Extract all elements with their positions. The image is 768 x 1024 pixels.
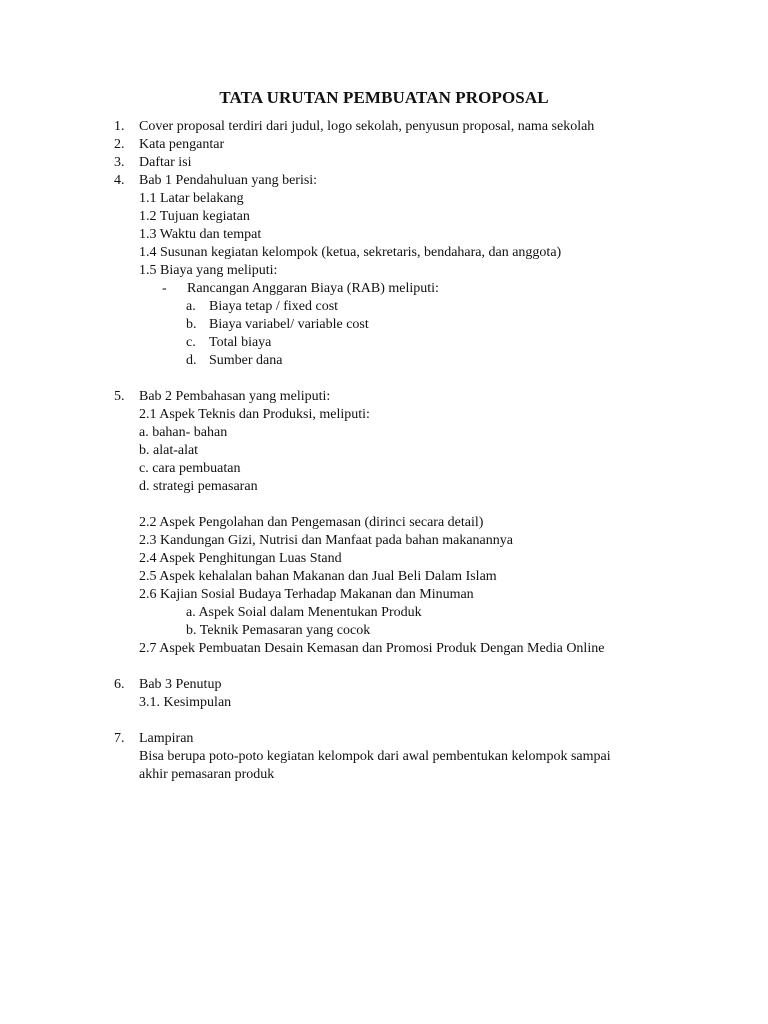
- list-letter: a.: [186, 299, 196, 314]
- paragraph-line: Bisa berupa poto-poto kegiatan kelompok dari awal pembentukan kelompok sampai: [139, 749, 611, 764]
- paragraph-line: akhir pemasaran produk: [139, 767, 275, 782]
- dash-bullet: -: [162, 281, 167, 296]
- list-item: Bab 3 Penutup: [139, 677, 222, 692]
- sub-item: a. Aspek Soial dalam Menentukan Produk: [186, 605, 422, 620]
- sub-item: 2.7 Aspek Pembuatan Desain Kemasan dan Promosi Produk Dengan Media Online: [139, 641, 605, 656]
- sub-item: 2.2 Aspek Pengolahan dan Pengemasan (dirinci secara detail): [139, 515, 484, 530]
- list-item: Lampiran: [139, 731, 194, 746]
- sub-item: 2.4 Aspek Penghitungan Luas Stand: [139, 551, 342, 566]
- list-item: Bab 1 Pendahuluan yang berisi:: [139, 173, 318, 188]
- sub-item: Total biaya: [209, 335, 272, 350]
- sub-item: 1.4 Susunan kegiatan kelompok (ketua, sekretaris, bendahara, dan anggota): [139, 245, 562, 260]
- sub-item: b. Teknik Pemasaran yang cocok: [186, 623, 371, 638]
- sub-item: 2.6 Kajian Sosial Budaya Terhadap Makanan dan Minuman: [139, 587, 474, 602]
- list-letter: d.: [186, 353, 197, 368]
- sub-item: 1.1 Latar belakang: [139, 191, 244, 206]
- list-item: Daftar isi: [139, 155, 192, 170]
- list-number: 3.: [114, 155, 125, 170]
- list-number: 5.: [114, 389, 125, 404]
- sub-item: d. strategi pemasaran: [139, 479, 258, 494]
- sub-item: b. alat-alat: [139, 443, 199, 458]
- sub-item: a. bahan- bahan: [139, 425, 228, 440]
- list-item: Cover proposal terdiri dari judul, logo sekolah, penyusun proposal, nama sekolah: [139, 119, 595, 134]
- sub-item: 1.3 Waktu dan tempat: [139, 227, 262, 242]
- list-number: 6.: [114, 677, 125, 692]
- list-letter: c.: [186, 335, 196, 350]
- sub-item: 3.1. Kesimpulan: [139, 695, 232, 710]
- list-number: 4.: [114, 173, 125, 188]
- list-number: 2.: [114, 137, 125, 152]
- sub-item: 2.5 Aspek kehalalan bahan Makanan dan Jual Beli Dalam Islam: [139, 569, 497, 584]
- sub-item: 1.2 Tujuan kegiatan: [139, 209, 250, 224]
- sub-item: Rancangan Anggaran Biaya (RAB) meliputi:: [187, 281, 439, 296]
- document-title: TATA URUTAN PEMBUATAN PROPOSAL: [219, 88, 549, 107]
- sub-item: Biaya variabel/ variable cost: [209, 317, 369, 332]
- sub-item: Biaya tetap / fixed cost: [209, 299, 339, 314]
- sub-item: 2.1 Aspek Teknis dan Produksi, meliputi:: [139, 407, 370, 422]
- sub-item: Sumber dana: [209, 353, 283, 368]
- sub-item: 2.3 Kandungan Gizi, Nutrisi dan Manfaat pada bahan makanannya: [139, 533, 513, 548]
- list-item: Kata pengantar: [139, 137, 225, 152]
- list-number: 1.: [114, 119, 125, 134]
- sub-item: c. cara pembuatan: [139, 461, 241, 476]
- sub-item: 1.5 Biaya yang meliputi:: [139, 263, 278, 278]
- list-letter: b.: [186, 317, 197, 332]
- list-item: Bab 2 Pembahasan yang meliputi:: [139, 389, 331, 404]
- list-number: 7.: [114, 731, 125, 746]
